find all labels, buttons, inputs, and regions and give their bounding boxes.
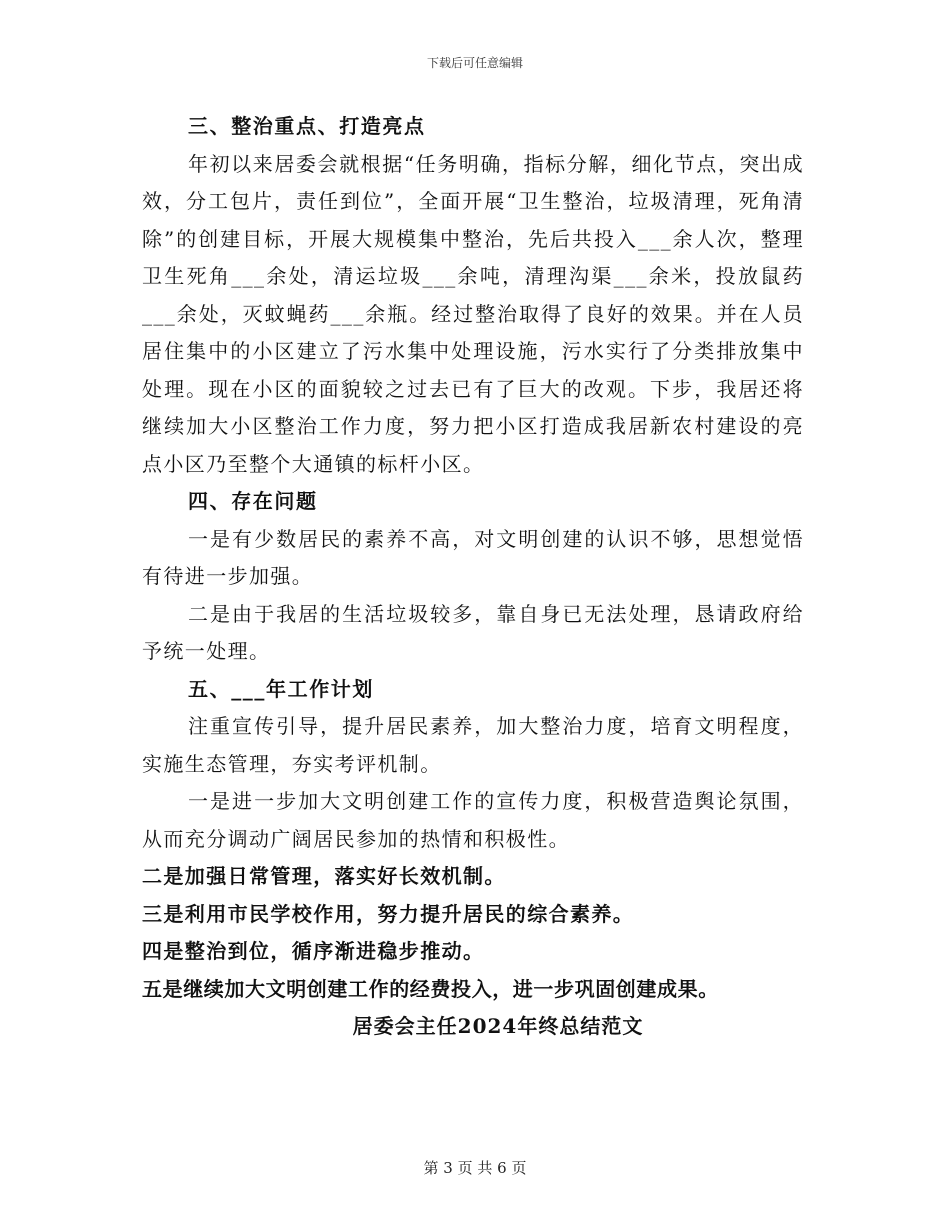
section-4-paragraph-2: 二是由于我居的生活垃圾较多，靠自身已无法处理，恳请政府给予统一处理。 <box>142 601 804 663</box>
document-body <box>142 108 804 1046</box>
page-footer: 第 3 页 共 6 页 <box>423 1159 527 1177</box>
section-5-paragraph-2: 一是进一步加大文明创建工作的宣传力度，积极营造舆论氛围，从而充分调动广阔居民参加的热情和积极性。 <box>142 789 804 851</box>
section-5-item-2: 二是加强日常管理，落实好长效机制。 <box>142 864 506 888</box>
section-5-paragraph-1: 注重宣传引导，提升居民素养，加大整治力度，培育文明程度，实施生态管理，夯实考评机制。 <box>142 714 804 776</box>
next-document-title: 居委会主任2024年终总结范文 <box>352 1014 644 1038</box>
page-header: 下载后可任意编辑 <box>426 56 523 70</box>
section-5-item-5: 五是继续加大文明创建工作的经费投入，进一步巩固创建成果。 <box>142 976 719 1001</box>
section-5-item-4: 四是整治到位，循序渐进稳步推动。 <box>142 939 485 963</box>
section-4-paragraph-1: 一是有少数居民的素养不高，对文明创建的认识不够，思想觉悟有待进一步加强。 <box>142 526 804 588</box>
section-3-paragraph: 年初以来居委会就根据“任务明确，指标分解，细化节点，突出成效，分工包片，责任到位”，全面开展“卫生整治，垃圾清理，死角清除”的创建目标，开展大规模集中整治，先后共投入___余人次，整理卫生死角___余处，清运垃圾___余吨，清理沟渠___余米，投放鼠药___余处，灭蚊蝇药___余瓶。经过整治取得了良好的效果。并在人员居住集中的小区建立了污水集中处理设施，污水实行了分类排放集中处理。现在小区的面貌较之过去已有了巨大的改观。下步，我居还将继续加大小区整治工作力度，努力把小区打造成我居新农村建设的亮点小区乃至整个大通镇的标杆小区。 <box>142 151 804 476</box>
section-4-heading: 四、存在问题 <box>188 489 318 513</box>
section-5-heading: 五、___年工作计划 <box>188 676 374 701</box>
section-3-heading: 三、整治重点、打造亮点 <box>188 114 426 138</box>
section-5-item-3: 三是利用市民学校作用，努力提升居民的综合素养。 <box>142 901 635 926</box>
